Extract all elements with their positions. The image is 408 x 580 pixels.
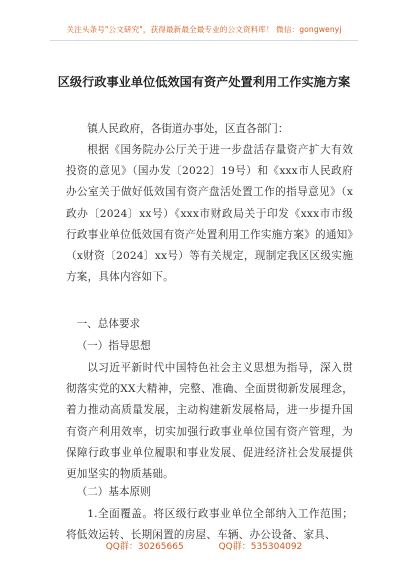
paragraph-basic-principles: 1.全面覆盖。将区级行政事业单位全部纳入工作范围；将低效运转、长期闲置的房屋、车辆、办公设备、家具、 — [66, 508, 353, 542]
paragraph-basis: 根据《国务院办公厅关于进一步盘活存量资产扩大有效投资的意见》（国办发〔2022〕19号）和《xxx市人民政府办公室关于做好低效国有资产盘活处置工作的指导意见》（x政办〔2024〕xx号）《xxx市财政局关于印发《xxx市市级行政事业单位低效国有资产处置利用工作实施方案》的通知》（x财资〔2024〕xx号）等有关规定，现制定我区区级实施方案，具体内容如下。 — [66, 144, 353, 284]
subsection-heading-guiding-ideology: （一）指导思想 — [76, 340, 151, 352]
footer-qq-group-1: QQ群：30265665 — [105, 542, 184, 552]
section-heading-general-requirements: 一、总体要求 — [76, 318, 141, 330]
header-promo-note: 关注头条号"公文研究"，获得最新最全最专业的公文资料库！ 微信：gongwenyj — [66, 25, 342, 34]
paragraph-guiding-ideology: 以习近平新时代中国特色社会主义思想为指导，深入贯彻落实党的XX大精神，完整、准确、全面贯彻新发展理念，着力推动高质量发展，主动构建新发展格局，进一步提升国有资产利用效率，切实加强行政事业单位国有资产管理，为保障行政事业单位履职和事业发展、促进经济社会发展提供更加坚实的物质基础。 — [66, 362, 353, 481]
footer-qq-group-2: QQ群：535304092 — [218, 542, 303, 552]
header-divider — [50, 40, 358, 41]
salutation: 镇人民政府，各街道办事处，区直各部门： — [87, 123, 289, 135]
subsection-heading-basic-principles: （二）基本原则 — [76, 486, 151, 498]
footer-contact — [0, 539, 408, 552]
document-title: 区级行政事业单位低效国有资产处置利用工作实施方案 — [57, 75, 351, 89]
